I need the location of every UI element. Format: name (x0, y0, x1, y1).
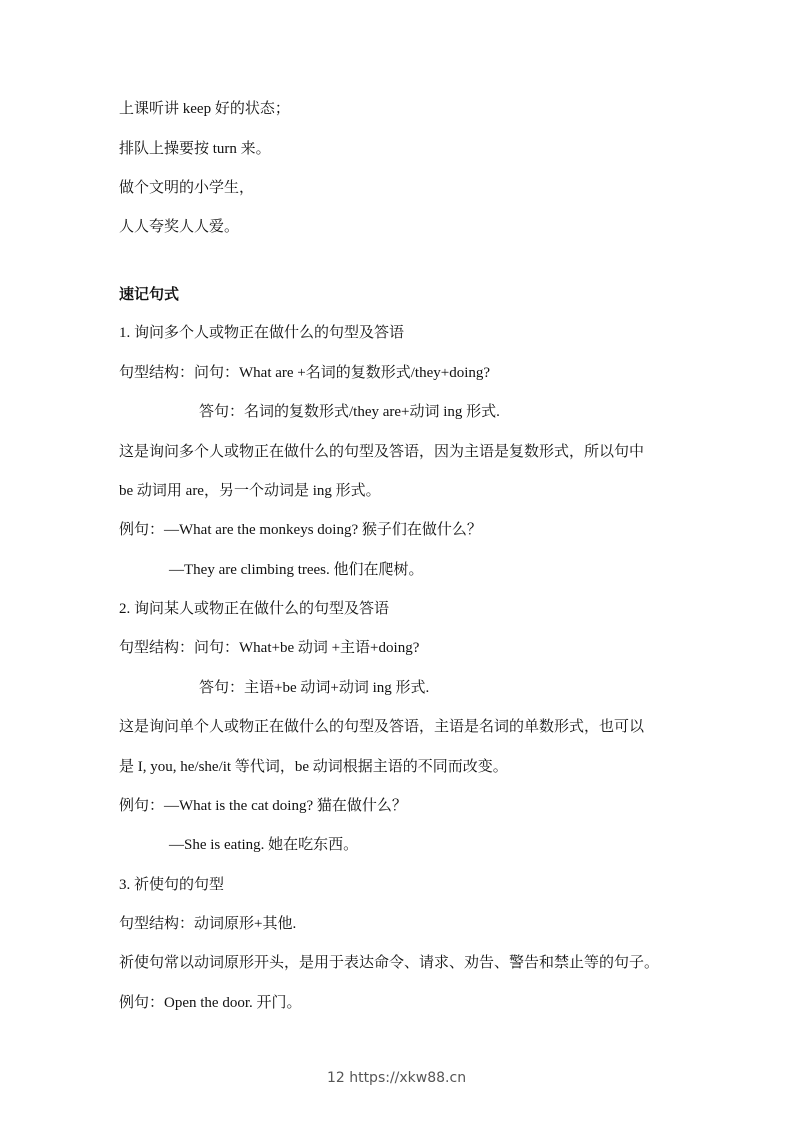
example-line: 例句：—What is the cat doing? 猫在做什么？ (119, 798, 407, 814)
answer-line: 答句：名词的复数形式/they are+动词 ing 形式. (199, 404, 500, 420)
example-line: 例句：Open the door. 开门。 (119, 995, 302, 1011)
structure-line: 句型结构：问句：What are +名词的复数形式/they+doing? (119, 365, 491, 381)
example-line: 例句：—What are the monkeys doing? 猴子们在做什么？ (119, 522, 482, 538)
example-answer: —She is eating. 她在吃东西。 (169, 837, 359, 853)
paragraph-line: 这是询问多个人或物正在做什么的句型及答语，因为主语是复数形式，所以句中 (119, 444, 645, 460)
paragraph-line: 祈使句常以动词原形开头，是用于表达命令、请求、劝告、警告和禁止等的句子。 (119, 955, 660, 971)
paragraph-line: be 动词用 are，另一个动词是 ing 形式。 (119, 483, 381, 499)
paragraph-line: 是 I, you, he/she/it 等代词，be 动词根据主语的不同而改变。 (119, 759, 508, 775)
page-footer: 12 https://xkw88.cn (326, 1070, 467, 1086)
answer-line: 答句：主语+be 动词+动词 ing 形式. (199, 680, 430, 696)
poem-line: 上课听讲 keep 好的状态； (119, 101, 290, 117)
poem-line: 人人夸奖人人爱。 (119, 219, 240, 235)
poem-line: 做个文明的小学生， (119, 180, 255, 196)
heading-3: 3. 祈使句的句型 (119, 877, 225, 893)
heading-1: 1. 询问多个人或物正在做什么的句型及答语 (119, 325, 405, 341)
section-title: 速记句式 (119, 285, 180, 303)
poem-line: 排队上操要按 turn 来。 (119, 141, 271, 157)
structure-line: 句型结构：问句：What+be 动词 +主语+doing? (119, 640, 420, 656)
example-answer: —They are climbing trees. 他们在爬树。 (169, 562, 424, 578)
paragraph-line: 这是询问单个人或物正在做什么的句型及答语，主语是名词的单数形式，也可以 (119, 719, 645, 735)
heading-2: 2. 询问某人或物正在做什么的句型及答语 (119, 601, 390, 617)
structure-line: 句型结构：动词原形+其他. (119, 916, 297, 932)
